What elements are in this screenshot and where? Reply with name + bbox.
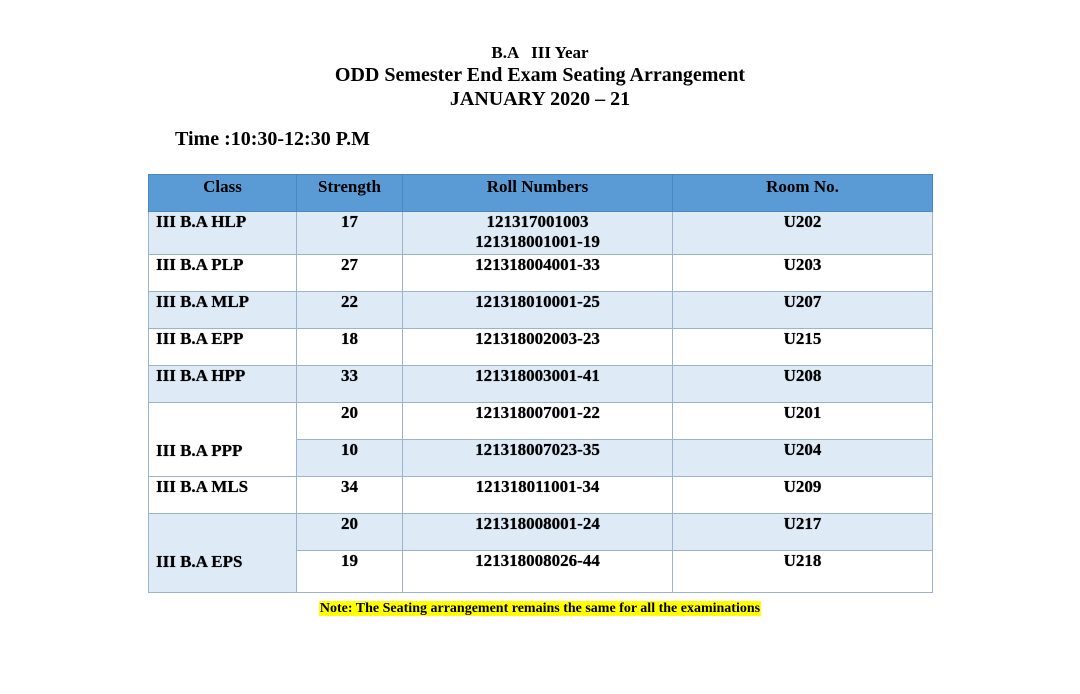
highlighted-note: Note: The Seating arrangement remains the same for all the examinations <box>319 601 761 616</box>
table-row <box>149 477 933 514</box>
table-row <box>149 292 933 329</box>
table-row <box>149 329 933 366</box>
class-cell: III B.A PPP <box>149 403 297 477</box>
table-row <box>149 255 933 292</box>
class-cell: III B.A HPP <box>149 366 297 403</box>
column-header-room: Room No. <box>673 175 933 212</box>
document-title: ODD Semester End Exam Seating Arrangement <box>334 64 746 86</box>
table-row <box>149 514 933 551</box>
roll-numbers-cell <box>403 212 673 255</box>
strength-cell: 34 <box>297 477 403 514</box>
table-header-row <box>149 175 933 212</box>
class-cell: III B.A PLP <box>149 255 297 292</box>
roll-number-line: 121317001003 <box>486 212 589 231</box>
roll-numbers-cell: 121318003001-41 <box>403 366 673 403</box>
class-cell: III B.A EPS <box>149 514 297 593</box>
session-title: JANUARY 2020 – 21 <box>449 88 631 110</box>
column-header-roll-numbers: Roll Numbers <box>403 175 673 212</box>
roll-numbers-cell: 121318008026-44 <box>403 551 673 593</box>
strength-cell: 18 <box>297 329 403 366</box>
room-cell: U203 <box>673 255 933 292</box>
room-cell: U202 <box>673 212 933 255</box>
strength-cell: 33 <box>297 366 403 403</box>
roll-numbers-cell: 121318002003-23 <box>403 329 673 366</box>
table-row <box>149 403 933 440</box>
room-cell: U217 <box>673 514 933 551</box>
room-cell: U215 <box>673 329 933 366</box>
room-cell: U204 <box>673 440 933 477</box>
room-cell: U201 <box>673 403 933 440</box>
room-cell: U209 <box>673 477 933 514</box>
table-row <box>149 366 933 403</box>
seating-table <box>148 174 933 593</box>
roll-numbers-cell: 121318008001-24 <box>403 514 673 551</box>
table-row <box>149 212 933 255</box>
strength-cell: 20 <box>297 403 403 440</box>
class-cell: III B.A HLP <box>149 212 297 255</box>
class-cell: III B.A MLS <box>149 477 297 514</box>
footnote <box>0 599 1080 617</box>
strength-cell: 10 <box>297 440 403 477</box>
exam-time: Time :10:30-12:30 P.M <box>175 128 370 150</box>
strength-cell: 22 <box>297 292 403 329</box>
roll-numbers-cell: 121318007001-22 <box>403 403 673 440</box>
class-cell: III B.A EPP <box>149 329 297 366</box>
program-title: B.A III Year <box>491 43 589 62</box>
room-cell: U207 <box>673 292 933 329</box>
room-cell: U218 <box>673 551 933 593</box>
strength-cell: 17 <box>297 212 403 255</box>
class-cell: III B.A MLP <box>149 292 297 329</box>
column-header-class: Class <box>149 175 297 212</box>
roll-number-line: 121318001001-19 <box>475 232 600 251</box>
roll-numbers-cell: 121318011001-34 <box>403 477 673 514</box>
strength-cell: 19 <box>297 551 403 593</box>
roll-numbers-cell: 121318010001-25 <box>403 292 673 329</box>
roll-numbers-cell: 121318004001-33 <box>403 255 673 292</box>
strength-cell: 20 <box>297 514 403 551</box>
column-header-strength: Strength <box>297 175 403 212</box>
room-cell: U208 <box>673 366 933 403</box>
roll-numbers-cell: 121318007023-35 <box>403 440 673 477</box>
strength-cell: 27 <box>297 255 403 292</box>
